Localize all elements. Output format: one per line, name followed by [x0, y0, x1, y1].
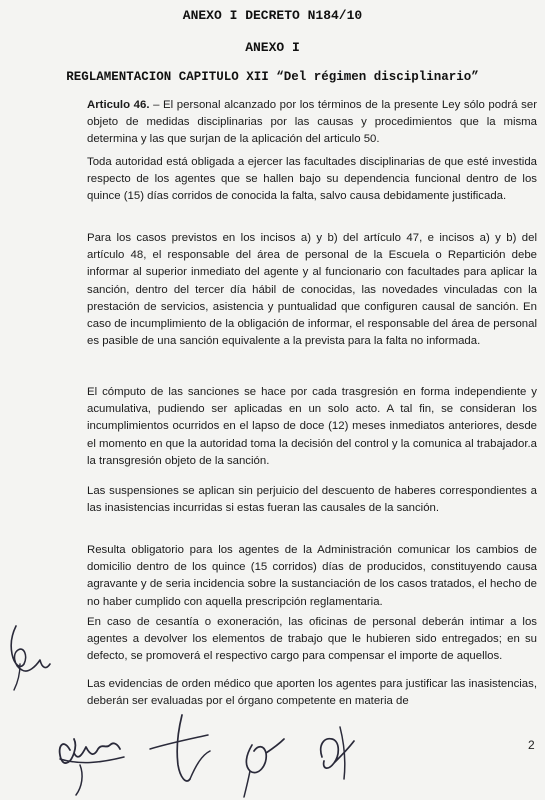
- decree-header: ANEXO I DECRETO N184/10: [182, 8, 363, 23]
- paragraph-authority-obligation: Toda autoridad está obligada a ejercer las facultades disciplinarias de que esté investida respecto de los agentes que se hallen bajo su dependencia funcional dentro de los quince (15) días corridos de conocida la falta, salvo causa debidamente justificada.: [87, 156, 537, 203]
- regulation-title: REGLAMENTACION CAPITULO XII “Del régimen disciplinario”: [66, 70, 479, 84]
- paragraph-suspensions: Las suspensiones se aplican sin perjuicio del descuento de haberes correspondientes a las inasistencias incurridas si estas fueran las causales de la sanción.: [87, 485, 537, 515]
- article-46-label: Articulo 46.: [87, 99, 150, 111]
- paragraph-medical-evidence: Las evidencias de orden médico que aporten los agentes para justificar las inasistencias, deberán ser evaluadas por el órgano competente en materia de: [87, 678, 537, 708]
- paragraph-address-change: Resulta obligatorio para los agentes de la Administración comunicar los cambios de domicilio dentro de los quince (15 corridos) días de producidos, constituyendo causa agravante y de seria incidencia sobre la sustanciación de los casos tratados, el hecho de no haber cumplido con aquella prescripción reglamentaria.: [87, 544, 537, 608]
- paragraph-sanction-computation: El cómputo de las sanciones se hace por cada trasgresión en forma independiente y acumulativa, pudiendo ser aplicadas en un solo acto. A tal fin, se consideran los incumplimientos ocurridos en el lapso de doce (12) meses inmediatos anteriores, desde el momento en que la autoridad toma la decisión del control y la comunica al trabajador.a la transgresión objeto de la sanción.: [87, 386, 537, 467]
- page-number: 2: [528, 738, 535, 752]
- paragraph-article-46: [87, 97, 537, 149]
- paragraph-dismissal: En caso de cesantía o exoneración, las oficinas de personal deberán intimar a los agentes a devolver los elementos de trabajo que le hubieren sido entregados; en su defecto, se promoverá el respectivo cargo para compensar el importe de aquellos.: [87, 616, 537, 663]
- annex-title: ANEXO I: [245, 40, 300, 55]
- margin-initial-signature: [2, 620, 52, 695]
- paragraph-personnel-reporting: Para los casos previstos en los incisos a) y b) del artículo 47, e incisos a) y b) del artículo 48, el responsable del área de personal de la Escuela o Repartición debe informar al superior inmediato del agente y al funcionario con facultades para aplicar la sanción, dentro del tercer día hábil de conocidas, las novedades vinculadas con la prestación de servicios, asistencia y puntualidad que configuren causal de sanción. En caso de incumplimiento de la obligación de informar, el responsable del área de personal es pasible de una sanción equivalente a la prevista para la falta no informada.: [87, 232, 537, 348]
- bottom-signatures: [40, 705, 370, 800]
- article-46-text: – El personal alcanzado por los términos de la presente Ley sólo podrá ser objeto de medidas disciplinarias por las causas y procedimientos que la misma determina y las que surjan de la aplicación del articulo 50.: [87, 99, 537, 146]
